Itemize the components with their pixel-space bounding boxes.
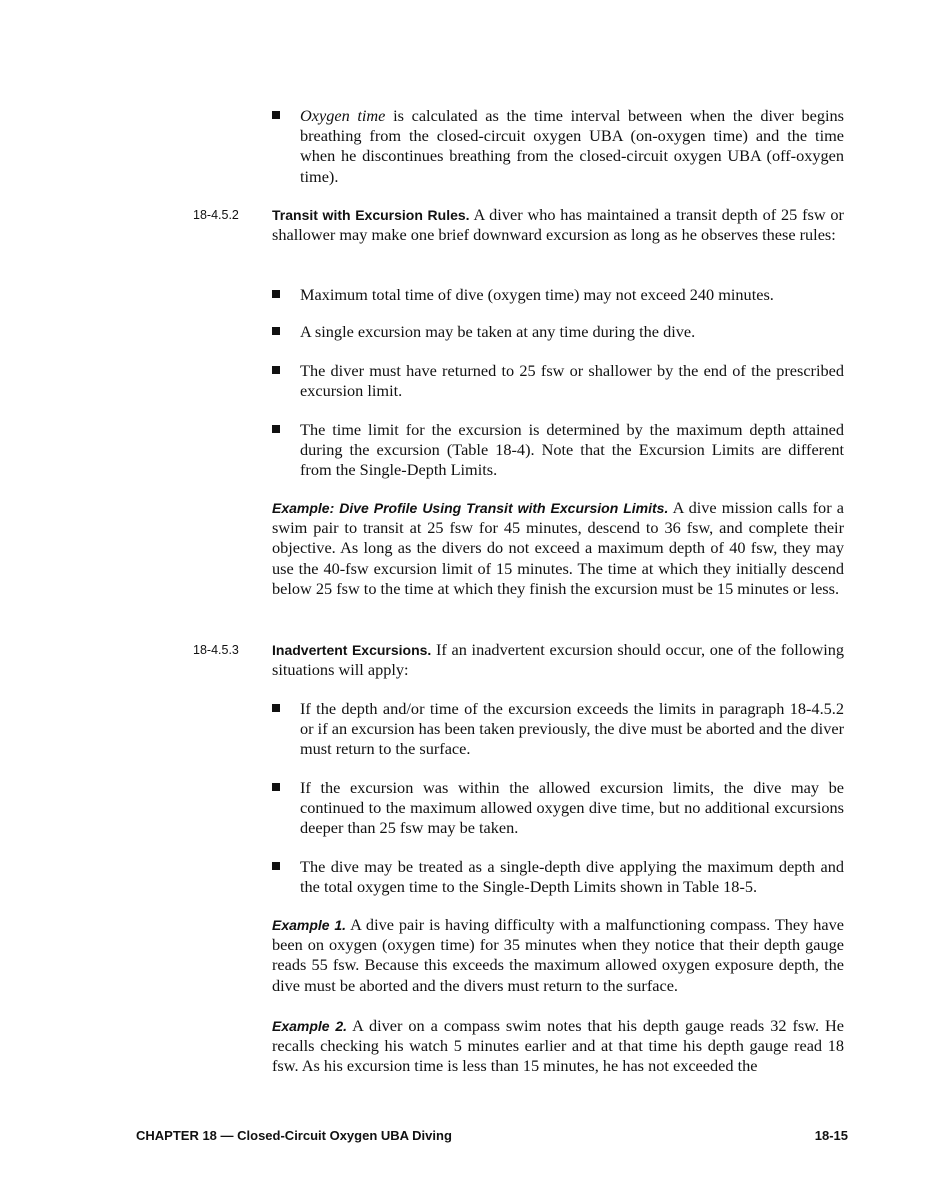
example-1-heading: Example 1.	[272, 917, 347, 933]
bullet-text: Oxygen time is calculated as the time interval between when the diver begins breathing from the closed-circuit oxygen UBA (on-oxygen time) and the time when he discontinues breathing from the closed-circuit oxygen UBA (off-oxygen time).	[300, 106, 845, 186]
section-18-4-5-3-paragraph: Inadvertent Excursions. If an inadvertent excursion should occur, one of the following situations will apply:	[272, 640, 845, 680]
bullet-square-icon	[272, 366, 280, 374]
bullet-square-icon	[272, 111, 280, 119]
bullet-square-icon	[272, 704, 280, 712]
section-18-4-5-2-paragraph: Transit with Excursion Rules. A diver who has maintained a transit depth of 25 fsw or shallower may make one brief downward excursion as long as he observes these rules:	[272, 205, 844, 245]
bullet-square-icon	[272, 783, 280, 791]
section-heading-inadvertent: Inadvertent Excursions.	[272, 642, 432, 658]
document-page: Oxygen time is calculated as the time interval between when the diver begins breathing from the closed-circuit oxygen UBA (on-oxygen time) and the time when he discontinues breathing from the closed-circuit oxygen UBA (off-oxygen time). 18-4.5.2 Transit with Excursion Rules. A diver who has maintained a transit depth of 25 fsw or shallower may make one brief downward excursion as long as he observes these rules: Maximum total time of dive (oxygen time) may not exceed 240 minutes. A single excursion may be taken at any time during the dive. The diver must have returned to 25 fsw or shallower by the end of the prescribed excursion limit. The time limit for the excursion is determined by the maximum depth attained during the excursion (Table 18-4). Note that the Excursion Limits are different from the Single-Depth Limits. Example: Dive Profile Using Transit with Excursion Limits. A dive mission calls for a swim pair to transit at 25 fsw for 45 minutes, descend to 36 fsw, and complete their objective. As long as the divers do not exceed a maximum depth of 40 fsw, they may use the 40-fsw excursion limit of 15 minutes. The time at which they initially descend below 25 fsw to the time at which they finish the excursion must be 15 minutes or less. 18-4.5.3 Inadvertent Excursions. If an inadvertent excursion should occur, one of the following situations will apply: If the depth and/or time of the excursion exceeds the limits in paragraph 18-4.5.2 or if an excursion has been taken previously, the dive must be aborted and the diver must return to the surface. If the excursion was within the allowed excursion limits, the dive may be continued to the maximum allowed oxygen dive time, but no additional excursions deeper than 25 fsw may be taken. The dive may be treated as a single-depth dive applying the maximum depth and the total oxygen time to the Single-Depth Limits shown in Table 18-5. Example 1. A dive pair is having difficulty with a malfunctioning compass. They have been on oxygen (oxygen time) for 35 minutes when they notice that their depth gauge reads 55 fsw. Because this exceeds the maximum allowed oxygen exposure depth, the dive must be aborted and the divers must return to the surface. Example 2. A diver on a compass swim notes that his depth gauge reads 32 fsw. He recalls checking his watch 5 minutes earlier and at that time his depth gauge read 18 fsw. As his excursion time is less than 15 minutes, he has not exceeded the CHAPTER 18 — Closed-Circuit Oxygen UBA Diving 18-15	[136, 106, 848, 1143]
example-1: Example 1. A dive pair is having difficulty with a malfunctioning compass. They have been on oxygen (oxygen time) for 35 minutes when they notice that their depth gauge reads 55 fsw. Because this exceeds the maximum allowed oxygen exposure depth, the dive must be aborted and the divers must return to the surface.	[272, 915, 844, 995]
example-2: Example 2. A diver on a compass swim notes that his depth gauge reads 32 fsw. He recalls checking his watch 5 minutes earlier and at that time his depth gauge read 18 fsw. As his excursion time is less than 15 minutes, he has not exceeded the	[272, 1016, 844, 1076]
bullet-square-icon	[272, 290, 280, 298]
bullet-square-icon	[272, 862, 280, 870]
footer-page-number: 18-15	[814, 1128, 848, 1143]
example-heading: Example: Dive Profile Using Transit with Excursion Limits.	[272, 500, 669, 516]
term-oxygen-time: Oxygen time	[300, 106, 386, 125]
section-heading-transit: Transit with Excursion Rules.	[272, 207, 470, 223]
example-2-heading: Example 2.	[272, 1018, 348, 1034]
section-number-18-4-5-3: 18-4.5.3	[193, 643, 239, 657]
example-dive-profile: Example: Dive Profile Using Transit with Excursion Limits. A dive mission calls for a swim pair to transit at 25 fsw for 45 minutes, descend to 36 fsw, and complete their objective. As long as the divers do not exceed a maximum depth of 40 fsw, they may use the 40-fsw excursion limit of 15 minutes. The time at which they initially descend below 25 fsw to the time at which they finish the excursion must be 15 minutes or less.	[272, 498, 844, 598]
footer-chapter-title: CHAPTER 18 — Closed-Circuit Oxygen UBA Diving	[136, 1128, 452, 1143]
bullet-square-icon	[272, 327, 280, 335]
section-number-18-4-5-2: 18-4.5.2	[193, 208, 239, 222]
bullet-square-icon	[272, 425, 280, 433]
